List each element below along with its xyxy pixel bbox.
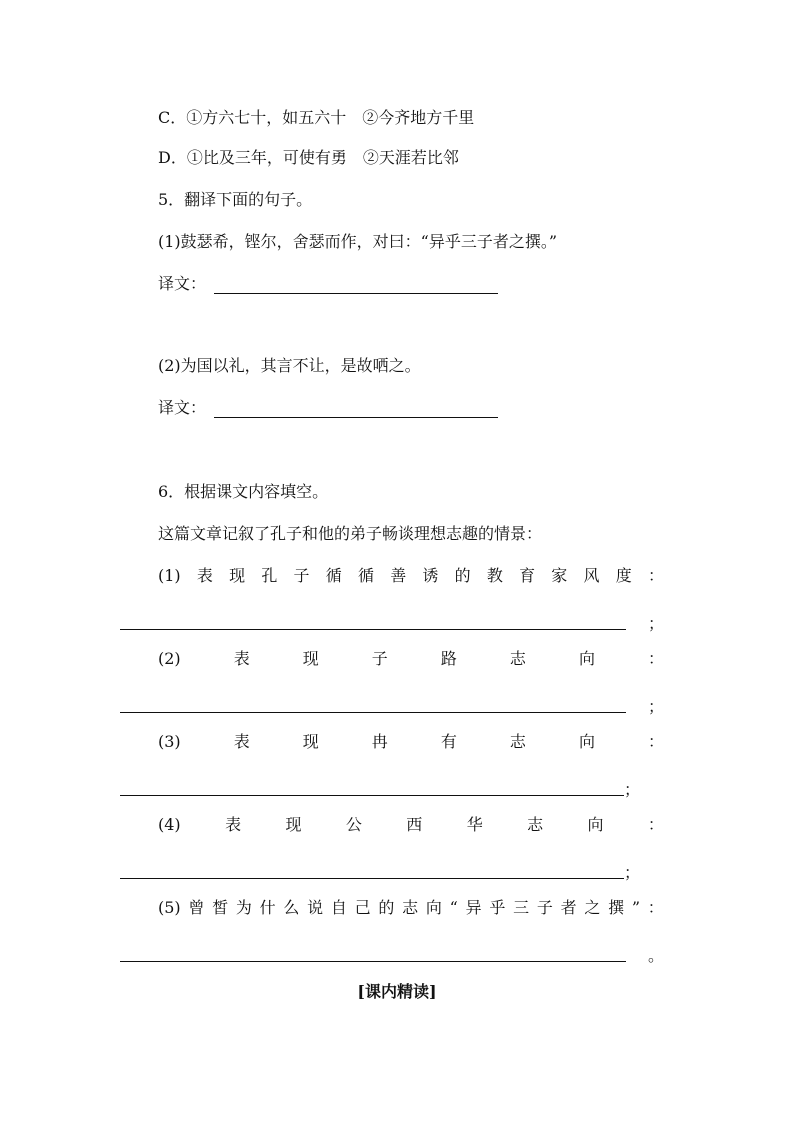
- fill-item-prompt: [158, 565, 664, 587]
- prompt-char: 子: [371, 649, 388, 668]
- prompt-char: 说: [307, 898, 324, 917]
- prompt-char: 善: [390, 566, 407, 585]
- prompt-char: ：: [647, 815, 664, 834]
- prompt-char: 志: [509, 649, 526, 668]
- prompt-char: 撰: [608, 898, 625, 917]
- fill-item-prompt: [158, 814, 664, 836]
- prompt-char: 现: [229, 566, 246, 585]
- prompt-char: 么: [283, 898, 300, 917]
- prompt-char: ”: [631, 898, 641, 917]
- fill-item-end-punctuation: 。: [648, 946, 665, 965]
- translation-answer-line-2[interactable]: [214, 417, 498, 418]
- translation-answer-line-1[interactable]: [214, 293, 498, 294]
- question-5-prompt: 5．翻译下面的句子。: [158, 190, 313, 209]
- fill-item-prompt: [158, 648, 664, 670]
- prompt-char: 华: [466, 815, 483, 834]
- prompt-char: 表: [233, 649, 250, 668]
- prompt-char: 现: [302, 732, 319, 751]
- prompt-char: 之: [584, 898, 601, 917]
- prompt-char: 为: [235, 898, 252, 917]
- prompt-char: 冉: [371, 732, 388, 751]
- prompt-char: 有: [440, 732, 457, 751]
- prompt-char: 表: [233, 732, 250, 751]
- prompt-char: 自: [330, 898, 347, 917]
- prompt-char: 志: [527, 815, 544, 834]
- prompt-char: 子: [293, 566, 310, 585]
- prompt-char: 子: [536, 898, 553, 917]
- translation-label-1: 译文：: [158, 274, 207, 293]
- fill-item-answer-line[interactable]: [120, 961, 626, 962]
- prompt-char: 三: [513, 898, 530, 917]
- prompt-char: ：: [647, 898, 664, 917]
- prompt-char: ：: [647, 732, 664, 751]
- fill-item-answer-line[interactable]: [120, 712, 626, 713]
- prompt-char: (3): [158, 732, 181, 751]
- section-heading: [课内精读]: [357, 982, 437, 1001]
- fill-item-prompt: [158, 897, 664, 919]
- option-c: C．①方六七十，如五六十 ②今齐地方千里: [158, 108, 475, 127]
- prompt-char: (2): [158, 649, 181, 668]
- prompt-char: 家: [551, 566, 568, 585]
- prompt-char: 现: [285, 815, 302, 834]
- prompt-char: 皙: [212, 898, 229, 917]
- question-6-intro: 这篇文章记叙了孔子和他的弟子畅谈理想志趣的情景：: [158, 524, 543, 543]
- prompt-char: 志: [509, 732, 526, 751]
- prompt-char: 己: [354, 898, 371, 917]
- prompt-char: ：: [647, 566, 664, 585]
- prompt-char: (4): [158, 815, 181, 834]
- fill-item-prompt: [158, 731, 664, 753]
- prompt-char: 度: [615, 566, 632, 585]
- prompt-char: (5): [158, 898, 181, 917]
- prompt-char: “: [449, 898, 458, 917]
- translation-label-2: 译文：: [158, 398, 207, 417]
- prompt-char: 循: [357, 566, 374, 585]
- prompt-char: 路: [440, 649, 457, 668]
- prompt-char: 公: [345, 815, 362, 834]
- prompt-char: 孔: [261, 566, 278, 585]
- prompt-char: 曾: [188, 898, 205, 917]
- prompt-char: 育: [519, 566, 536, 585]
- question-5-sentence-2: (2)为国以礼，其言不让，是故哂之。: [158, 356, 421, 375]
- prompt-char: 表: [196, 566, 213, 585]
- prompt-char: 诱: [422, 566, 439, 585]
- fill-item-end-punctuation: ；: [624, 863, 641, 882]
- prompt-char: 向: [587, 815, 604, 834]
- prompt-char: 向: [425, 898, 442, 917]
- fill-item-end-punctuation: ；: [648, 614, 665, 633]
- option-d: D．①比及三年，可使有勇 ②天涯若比邻: [158, 148, 459, 167]
- fill-item-end-punctuation: ；: [648, 697, 665, 716]
- prompt-char: (1): [158, 566, 181, 585]
- prompt-char: 的: [454, 566, 471, 585]
- fill-item-answer-line[interactable]: [120, 878, 624, 879]
- prompt-char: 者: [560, 898, 577, 917]
- prompt-char: 什: [259, 898, 276, 917]
- question-6-prompt: 6．根据课文内容填空。: [158, 482, 329, 501]
- prompt-char: 现: [302, 649, 319, 668]
- fill-item-answer-line[interactable]: [120, 795, 624, 796]
- prompt-char: 乎: [489, 898, 506, 917]
- prompt-char: ：: [647, 649, 664, 668]
- prompt-char: 循: [325, 566, 342, 585]
- prompt-char: 西: [406, 815, 423, 834]
- prompt-char: 异: [465, 898, 482, 917]
- prompt-char: 向: [578, 649, 595, 668]
- fill-item-answer-line[interactable]: [120, 629, 626, 630]
- prompt-char: 风: [583, 566, 600, 585]
- prompt-char: 的: [378, 898, 395, 917]
- fill-item-end-punctuation: ；: [624, 780, 641, 799]
- question-5-sentence-1: (1)鼓瑟希，铿尔，舍瑟而作，对曰：“异乎三子者之撰。”: [158, 232, 558, 251]
- prompt-char: 表: [225, 815, 242, 834]
- prompt-char: 教: [486, 566, 503, 585]
- prompt-char: 志: [402, 898, 419, 917]
- prompt-char: 向: [578, 732, 595, 751]
